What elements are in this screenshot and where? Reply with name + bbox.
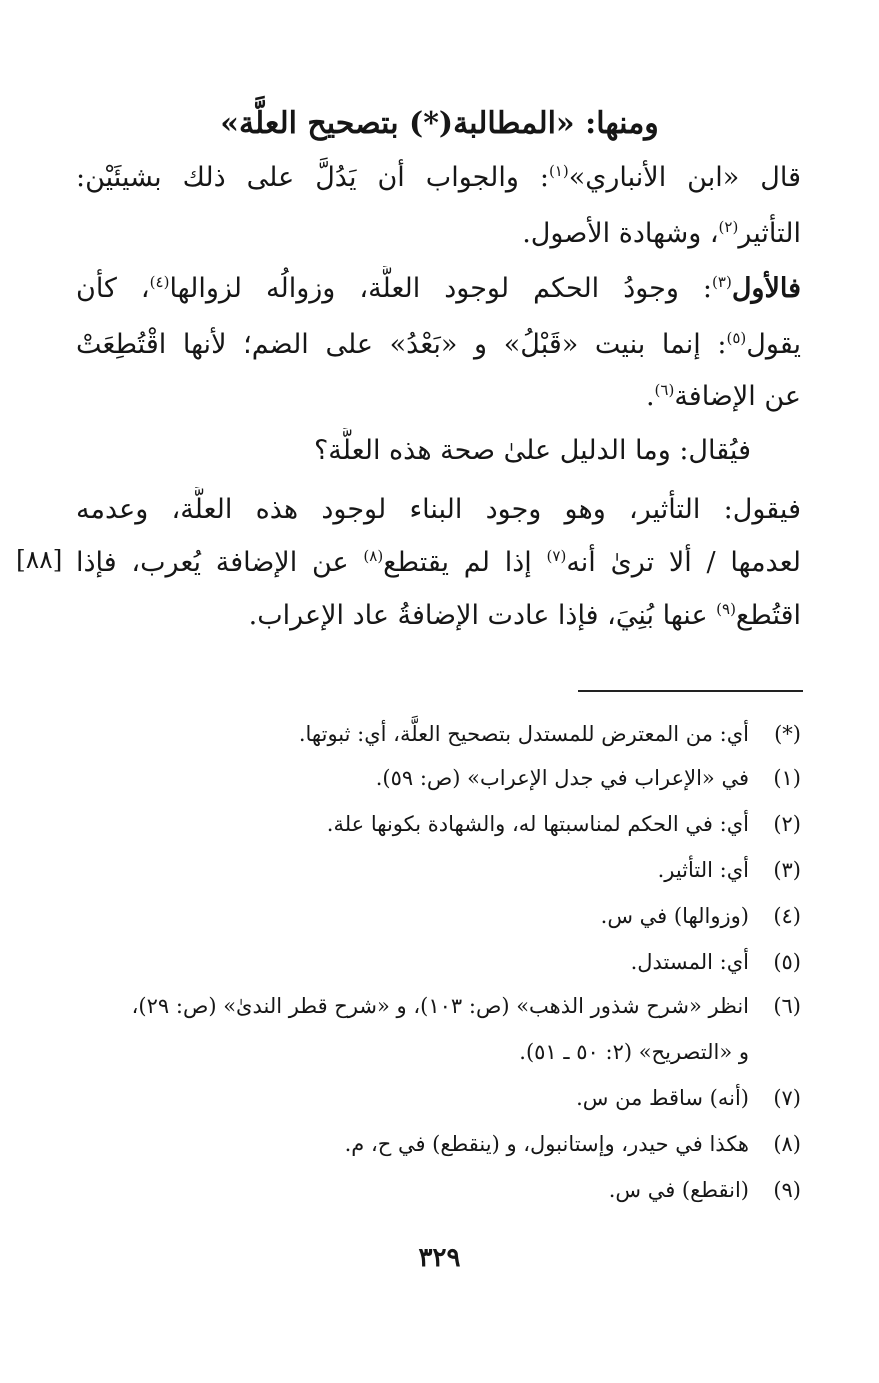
footnote-marker: (٢): [773, 812, 801, 836]
body-line-7: فيقول: التأثير، وهو وجود البناء لوجود هذه العلَّة، وعدمه: [76, 494, 801, 525]
footnote-ref: (٢): [718, 218, 739, 236]
footnote-text: هكذا في حيدر، وإستانبول، و (ينقطع) في ح، م.: [344, 1132, 749, 1156]
body-line-2: [76, 211, 801, 257]
text-run: اقتُطع: [735, 600, 801, 631]
footnote-text: (وزوالها) في س.: [600, 904, 749, 928]
text-run: ، وشهادة الأصول.: [522, 218, 719, 249]
body-line-6: فيُقال: وما الدليل علىٰ صحة هذه العلَّة؟: [313, 435, 751, 466]
body-line-4: [76, 322, 801, 368]
footnote-text: في «الإعراب في جدل الإعراب» (ص: ٥٩).: [375, 766, 749, 790]
footnote-marker: (٨): [773, 1132, 801, 1156]
text-run: يقول: [746, 329, 801, 360]
footnote-marker: (٥): [773, 950, 801, 974]
footnote-marker: (*): [774, 722, 801, 746]
text-run: قال «ابن الأنباري»: [568, 162, 801, 193]
footnote: [66, 1124, 801, 1164]
footnote-ref: (٦): [654, 381, 675, 399]
footnote: [66, 804, 801, 844]
text-run: عنها بُنِيَ، فإذا عادت الإضافةُ عاد الإعراب.: [248, 600, 717, 631]
footnote-ref: (٣): [712, 273, 732, 291]
text-run: : والجواب أن يَدُلَّ على ذلك بشيئَيْن:: [76, 162, 549, 193]
footnote-marker: (٧): [773, 1086, 801, 1110]
footnote-ref: (٤): [149, 273, 170, 291]
footnote-text: أي: التأثير.: [657, 858, 749, 882]
footnote-text: أي: في الحكم لمناسبتها له، والشهادة بكونها علة.: [326, 812, 749, 836]
body-line-3: [76, 266, 801, 312]
text-run: إذا لم يقتطع: [383, 547, 547, 578]
text-run: ، كأن: [76, 273, 150, 304]
footnote-marker: (٤): [773, 904, 801, 928]
text-run: لعدمها / ألا ترىٰ أنه: [566, 547, 801, 578]
footnote-text: أي: المستدل.: [630, 950, 749, 974]
body-line-8: [76, 540, 801, 586]
footnote-ref: (٥): [726, 329, 747, 347]
text-run: عن الإضافة: [674, 381, 801, 412]
footnote: [66, 942, 801, 982]
footnote-marker: (١): [773, 766, 801, 790]
paragraph-lead: فالأول: [731, 273, 801, 304]
footnote-text: انظر «شرح شذور الذهب» (ص: ١٠٣)، و «شرح قطر الندىٰ» (ص: ٢٩)،: [131, 994, 749, 1018]
footnote: [66, 896, 801, 936]
section-heading: ومنها: «المطالبة(*) بتصحيح العلَّة»: [220, 106, 659, 141]
text-run: عن الإضافة يُعرب، فإذا: [76, 547, 364, 578]
body-line-9: [76, 593, 801, 639]
footnote-ref: (٨): [363, 547, 384, 565]
text-run: : إنما بنيت «قَبْلُ» و «بَعْدُ» على الضم؛ لأنها اقْتُطِعَتْ: [76, 329, 727, 360]
text-run: .: [645, 381, 655, 412]
footnote-text: (انقطع) في س.: [608, 1178, 749, 1202]
body-line-1: [76, 155, 801, 201]
footnote: [66, 1078, 801, 1118]
page-number: ٣٢٩: [418, 1243, 461, 1273]
footnote-separator: [578, 690, 803, 692]
footnote: [66, 986, 801, 1026]
manuscript-page-marker: [٨٨]: [16, 545, 63, 574]
footnote: [66, 850, 801, 890]
text-run: : وجودُ الحكم لوجود العلَّة، وزوالُه لزوالها: [169, 273, 713, 304]
footnote-ref: (١): [548, 162, 569, 180]
footnote: [66, 1170, 801, 1210]
text-run: التأثير: [738, 218, 801, 249]
footnote-marker: (٦): [773, 994, 801, 1018]
footnote-marker: (٩): [773, 1178, 801, 1202]
footnote-ref: (٩): [716, 600, 736, 618]
footnote-text: أي: من المعترض للمستدل بتصحيح العلَّة، أي: ثبوتها.: [298, 722, 749, 746]
footnote-continuation: و «التصريح» (٢: ٥٠ ـ ٥١).: [519, 1040, 749, 1064]
footnote-text: (أنه) ساقط من س.: [576, 1086, 749, 1110]
body-line-5: [76, 374, 801, 420]
footnote: [66, 758, 801, 798]
footnote-ref: (٧): [546, 547, 567, 565]
footnote-marker: (٣): [773, 858, 801, 882]
footnote: [66, 714, 801, 754]
